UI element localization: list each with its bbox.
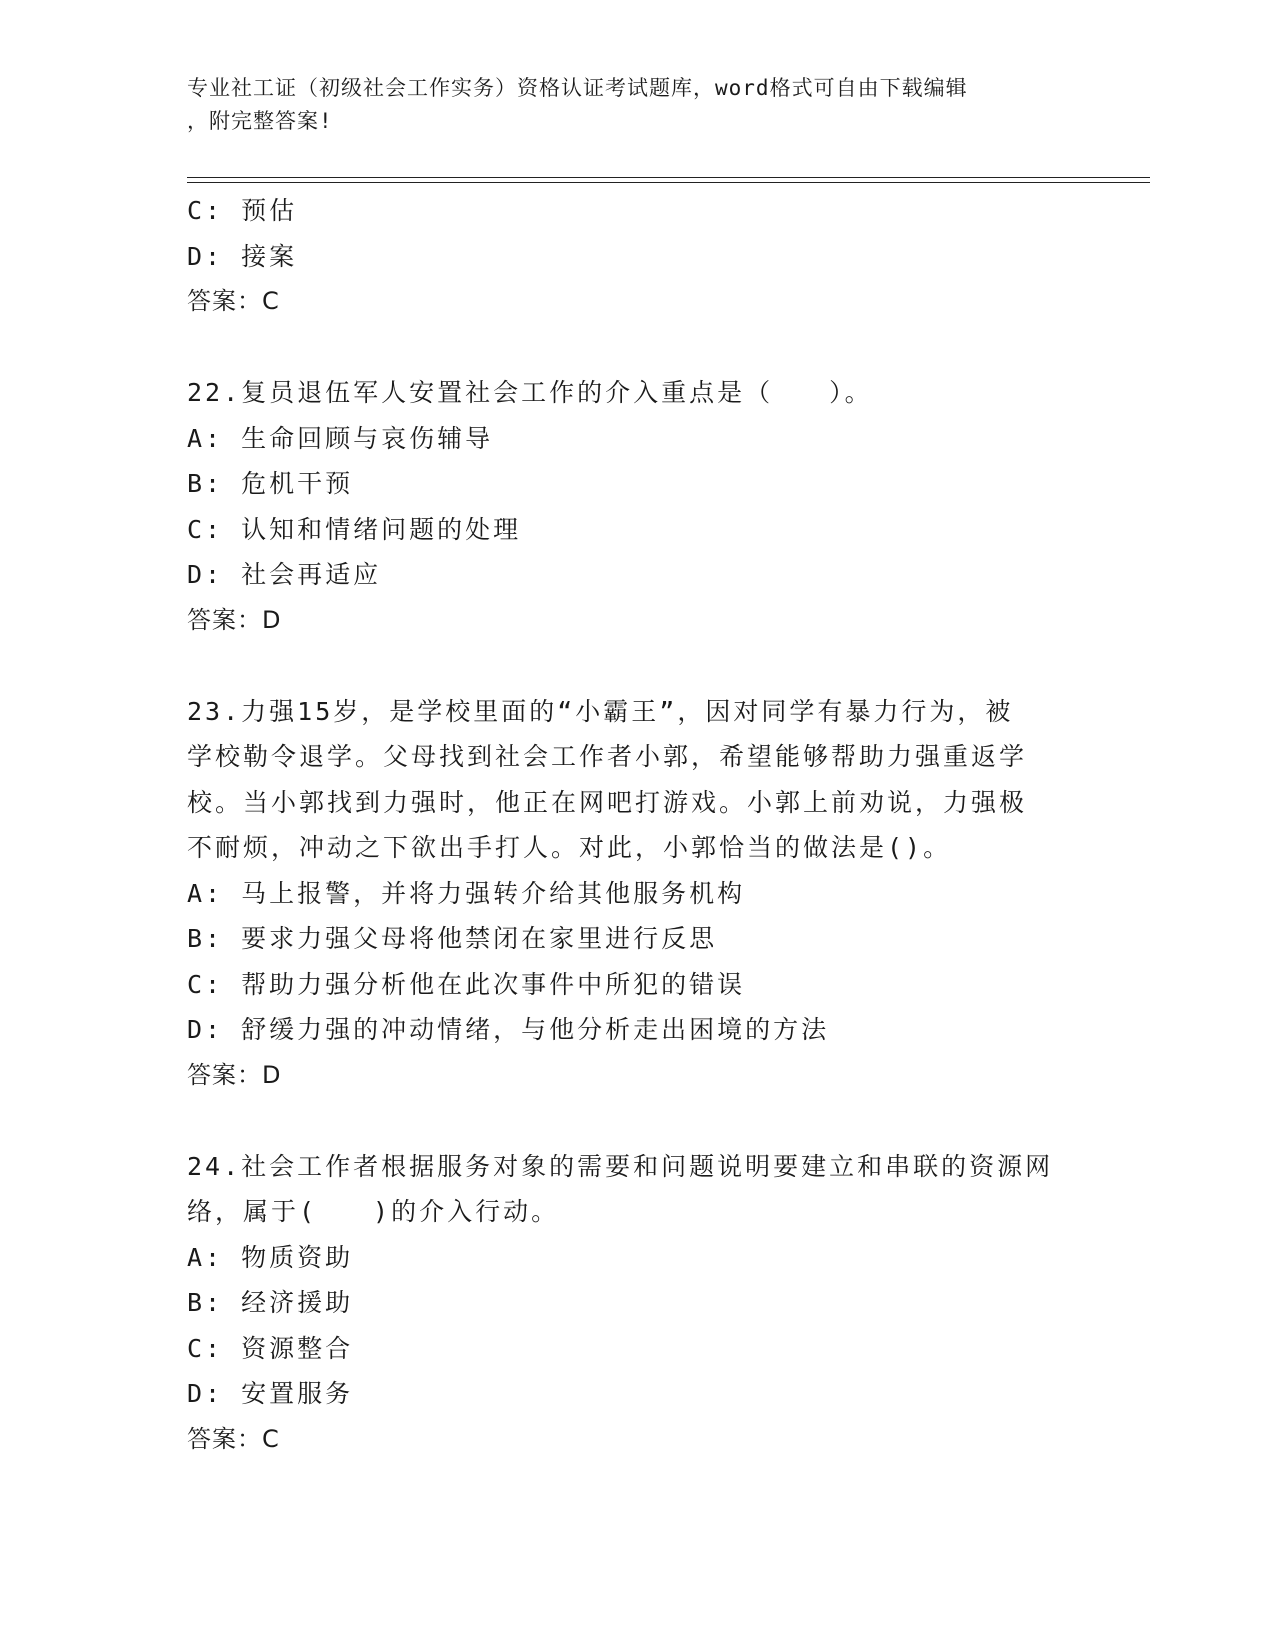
question-list [187, 188, 1067, 1462]
question-21-tail [187, 188, 1067, 325]
header-rule-top [187, 177, 1150, 178]
header-line-1: 专业社工证（初级社会工作实务）资格认证考试题库，word格式可自由下载编辑 [187, 76, 968, 100]
option-c: C: 资源整合 [187, 1333, 354, 1363]
answer: 答案：D [187, 605, 282, 634]
answer: 答案：C [187, 287, 280, 315]
question-stem: 学校勒令退学。父母找到社会工作者小郭，希望能够帮助力强重返学 [187, 742, 1028, 771]
question-stem: 不耐烦，冲动之下欲出手打人。对此，小郭恰当的做法是()。 [187, 833, 952, 862]
answer: 答案：D [187, 1060, 282, 1089]
header-line-2: ，附完整答案! [187, 109, 333, 133]
option-a: A: 物质资助 [187, 1242, 354, 1272]
option-c: C: 预估 [187, 196, 298, 225]
option-c: C: 认知和情绪问题的处理 [187, 514, 522, 544]
document-header [187, 72, 1067, 138]
question-22 [187, 370, 1067, 643]
option-d: D: 接案 [187, 241, 298, 271]
question-stem: 22.复员退伍军人安置社会工作的介入重点是（ ）。 [187, 378, 873, 407]
question-stem: 23.力强15岁，是学校里面的“小霸王”，因对同学有暴力行为，被 [187, 696, 1014, 726]
option-a: A: 生命回顾与哀伤辅导 [187, 423, 494, 453]
option-d: D: 舒缓力强的冲动情绪，与他分析走出困境的方法 [187, 1015, 830, 1044]
option-d: D: 安置服务 [187, 1379, 354, 1408]
option-a: A: 马上报警，并将力强转介给其他服务机构 [187, 878, 746, 908]
answer: 答案：C [187, 1424, 280, 1453]
question-23 [187, 689, 1067, 1099]
question-stem: 校。当小郭找到力强时，他正在网吧打游戏。小郭上前劝说，力强极 [187, 787, 1028, 817]
option-c: C: 帮助力强分析他在此次事件中所犯的错误 [187, 969, 746, 999]
question-24 [187, 1144, 1067, 1463]
question-stem: 24.社会工作者根据服务对象的需要和问题说明要建立和串联的资源网 [187, 1151, 1054, 1181]
question-stem: 络，属于( )的介入行动。 [187, 1197, 560, 1226]
header-rule-bottom [187, 182, 1150, 183]
option-d: D: 社会再适应 [187, 560, 382, 589]
option-b: B: 危机干预 [187, 469, 354, 498]
option-b: B: 要求力强父母将他禁闭在家里进行反思 [187, 924, 718, 953]
option-b: B: 经济援助 [187, 1288, 354, 1317]
